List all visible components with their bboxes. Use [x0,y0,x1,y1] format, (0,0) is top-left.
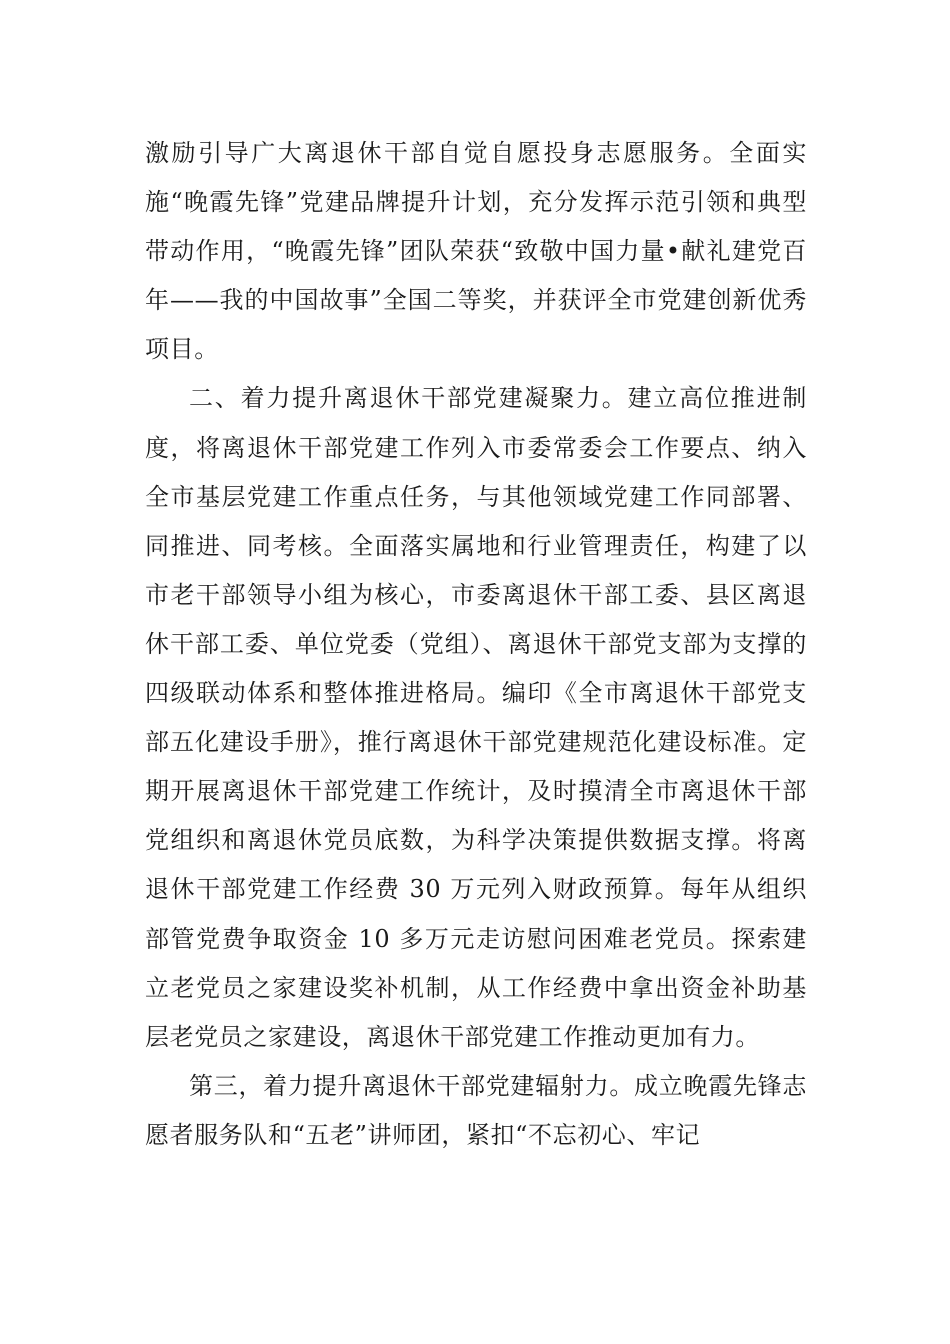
paragraph-2: 二、着力提升离退休干部党建凝聚力。建立高位推进制度，将离退休干部党建工作列入市委常委会工作要点、纳入全市基层党建工作重点任务，与其他领域党建工作同部署、同推进、同考核。全面落实属地和行业管理责任，构建了以市老干部领导小组为核心，市委离退休干部工委、县区离退休干部工委、单位党委（党组）、离退休干部党支部为支撑的四级联动体系和整体推进格局。编印《全市离退休干部党支部五化建设手册》，推行离退休干部党建规范化建设标准。定期开展离退休干部党建工作统计，及时摸清全市离退休干部党组织和离退休党员底数，为科学决策提供数据支撑。将离退休干部党建工作经费 30 万元列入财政预算。每年从组织部管党费争取资金 10 多万元走访慰问困难老党员。探索建立老党员之家建设奖补机制，从工作经费中拿出资金补助基层老党员之家建设，离退休干部党建工作推动更加有力。 [145,384,807,1051]
paragraph-1: 激励引导广大离退休干部自觉自愿投身志愿服务。全面实施“晚霞先锋”党建品牌提升计划，充分发挥示范引领和典型带动作用，“晚霞先锋”团队荣获“致敬中国力量•献礼建党百年——我的中国故事”全国二等奖，并获评全市党建创新优秀项目。 [145,139,807,364]
document-body [145,129,807,1160]
paragraph-3: 第三，着力提升离退休干部党建辐射力。成立晚霞先锋志愿者服务队和“五老”讲师团，紧扣“不忘初心、牢记 [145,1071,807,1149]
